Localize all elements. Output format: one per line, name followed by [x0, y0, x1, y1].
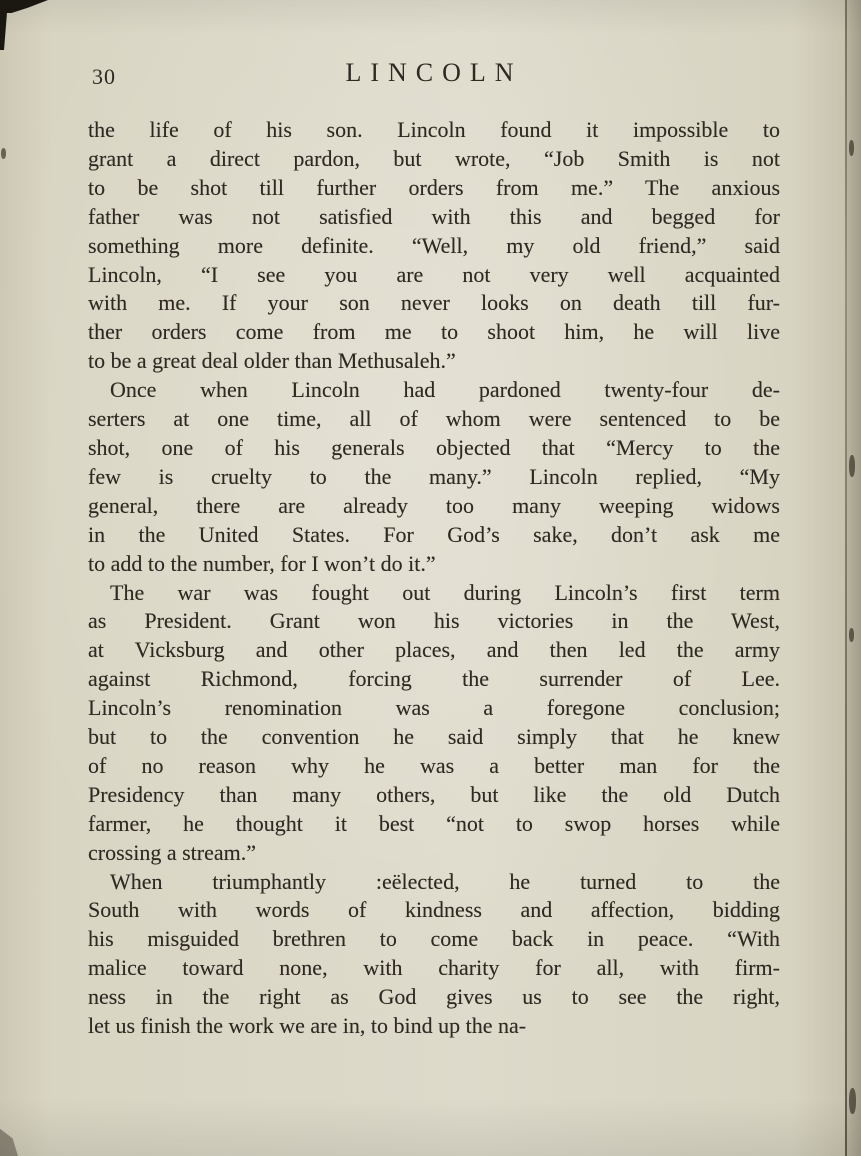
scan-artifact-speck [1, 148, 6, 159]
text-line: shot, one of his generals objected that “Mercy to the [88, 434, 780, 460]
text-line: to add to the number, for I won’t do it.” [88, 550, 436, 576]
page-edge-shadow [845, 0, 861, 1156]
text-line: let us finish the work we are in, to bind up the na- [88, 1013, 527, 1039]
text-line: South with words of kindness and affection, bidding [88, 897, 780, 923]
text-line: father was not satisfied with this and begged for [88, 203, 780, 229]
text-line: Lincoln’s renomination was a foregone conclusion; [88, 695, 780, 721]
text-line: general, there are already too many weeping widows [88, 492, 780, 518]
text-line: Lincoln, “I see you are not very well acquainted [88, 261, 780, 287]
text-line: in the United States. For God’s sake, don’t ask me [88, 521, 780, 547]
text-line: The war was fought out during Lincoln’s first term [110, 579, 780, 605]
text-line: Presidency than many others, but like the old Dutch [88, 781, 780, 807]
text-line: to be a great deal older than Methusaleh.” [88, 348, 456, 374]
page-edge-line [845, 0, 847, 1156]
text-line: to be shot till further orders from me.” The anxious [88, 174, 780, 200]
scan-artifact-smudge [0, 1124, 18, 1156]
scan-artifact-speck [849, 455, 855, 477]
text-line: something more definite. “Well, my old friend,” said [88, 232, 780, 258]
text-line: against Richmond, forcing the surrender of Lee. [88, 666, 780, 692]
text-line: as President. Grant won his victories in the West, [88, 608, 780, 634]
scan-artifact-speck [849, 140, 854, 156]
text-line: ther orders come from me to shoot him, he will live [88, 319, 780, 345]
text-line: Once when Lincoln had pardoned twenty-four de- [110, 377, 780, 403]
scan-artifact-topleft-edge [0, 0, 8, 50]
scan-artifact-speck [849, 628, 854, 642]
text-line: at Vicksburg and other places, and then led the army [88, 637, 780, 663]
text-line: farmer, he thought it best “not to swop horses while [88, 810, 780, 836]
text-line: malice toward none, with charity for all, with firm- [88, 955, 780, 981]
text-line: crossing a stream.” [88, 839, 256, 865]
text-line: the life of his son. Lincoln found it impossible to [88, 117, 780, 142]
running-header-title: LINCOLN [345, 58, 523, 87]
page-header [88, 58, 780, 92]
text-line: serters at one time, all of whom were sentenced to be [88, 406, 780, 432]
page-number: 30 [92, 64, 116, 89]
scan-artifact-speck [849, 1088, 856, 1114]
text-line: with me. If your son never looks on death till fur- [88, 290, 780, 316]
text-line: few is cruelty to the many.” Lincoln replied, “My [88, 463, 780, 489]
text-line: When triumphantly :eëlected, he turned to the [110, 868, 780, 894]
page-body [88, 116, 780, 1041]
text-line: but to the convention he said simply that he knew [88, 724, 780, 750]
text-line: his misguided brethren to come back in peace. “With [88, 926, 780, 952]
text-line: of no reason why he was a better man for the [88, 752, 780, 778]
text-line: grant a direct pardon, but wrote, “Job Smith is not [88, 145, 780, 171]
text-line: ness in the right as God gives us to see the right, [88, 984, 780, 1010]
